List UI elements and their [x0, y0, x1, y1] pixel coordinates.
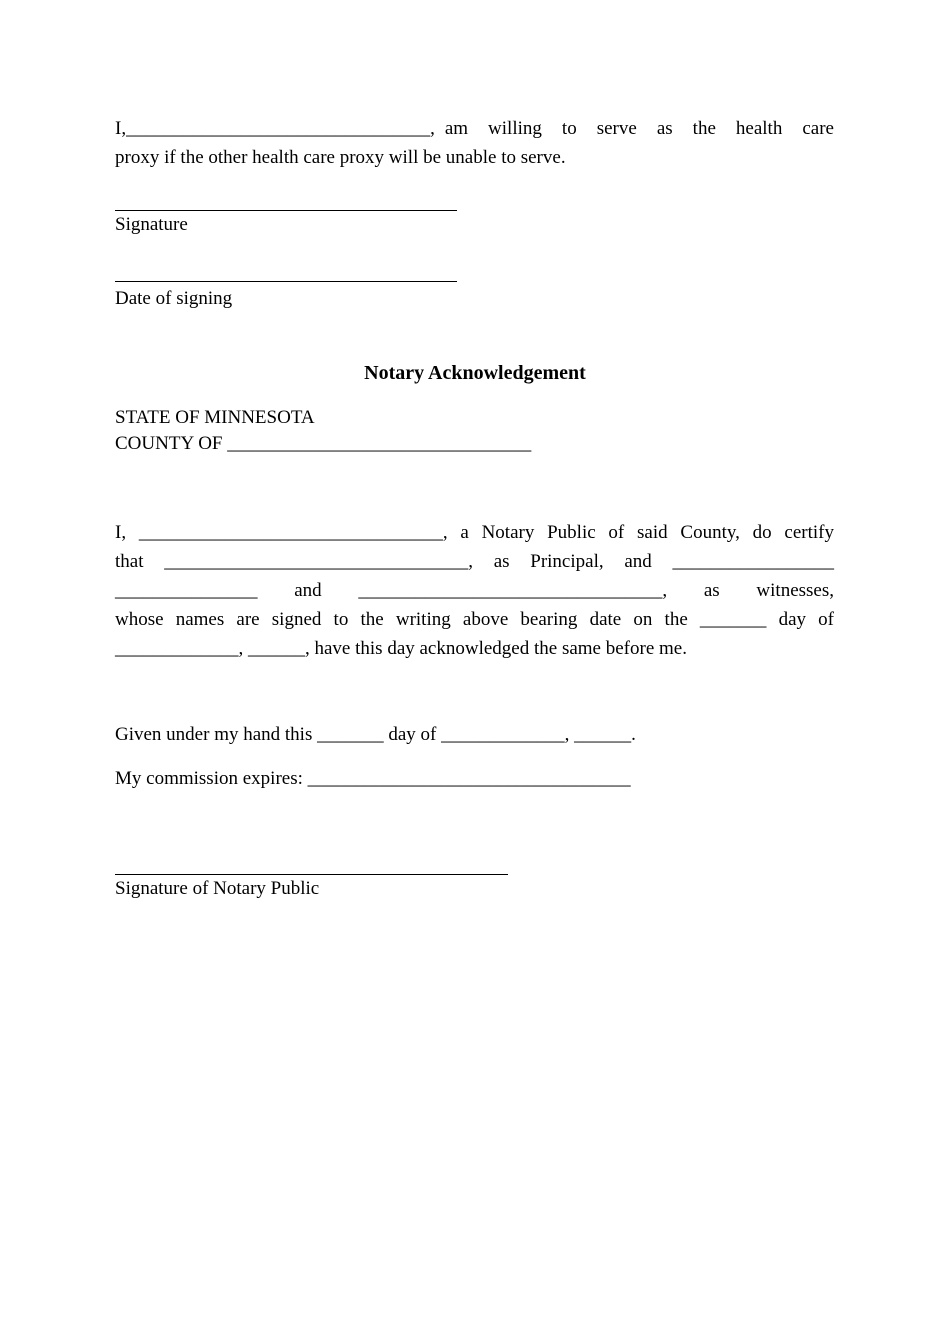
state-line: STATE OF MINNESOTA	[115, 407, 315, 428]
commission-expires-line: My commission expires: __________________________________	[115, 768, 631, 789]
proxy-statement-line-1	[115, 114, 834, 143]
certification-line: I, ________________________________, a Notary Public of said County, do certify	[115, 522, 834, 543]
proxy-statement-rest-text: am willing to serve as the health care	[444, 118, 834, 139]
county-line: COUNTY OF ________________________________	[115, 433, 532, 454]
proxy-statement	[115, 114, 834, 172]
signature-label: Signature	[115, 214, 188, 235]
proxy-name-blank: ________________________________,	[126, 118, 435, 139]
date-of-signing-label: Date of signing	[115, 288, 233, 309]
certification-line: _______________ and ________________________________, as witnesses,	[115, 580, 834, 601]
notary-heading: Notary Acknowledgement	[364, 362, 586, 384]
proxy-statement-prefix: I,	[115, 118, 127, 139]
notary-certification	[115, 518, 834, 663]
proxy-statement-line-2: proxy if the other health care proxy will be unable to serve.	[115, 147, 566, 168]
date-of-signing-line	[115, 281, 457, 282]
notary-signature-label: Signature of Notary Public	[115, 878, 320, 899]
signature-line	[115, 210, 457, 211]
notary-signature-line	[115, 874, 508, 875]
certification-line: _____________, ______, have this day acknowledged the same before me.	[115, 638, 687, 659]
certification-line: that ________________________________, as Principal, and _________________	[115, 551, 834, 572]
certification-line: whose names are signed to the writing above bearing date on the _______ day of	[115, 609, 834, 630]
proxy-statement-rest	[445, 114, 834, 143]
given-under-hand-line: Given under my hand this _______ day of _____________, ______.	[115, 724, 636, 745]
